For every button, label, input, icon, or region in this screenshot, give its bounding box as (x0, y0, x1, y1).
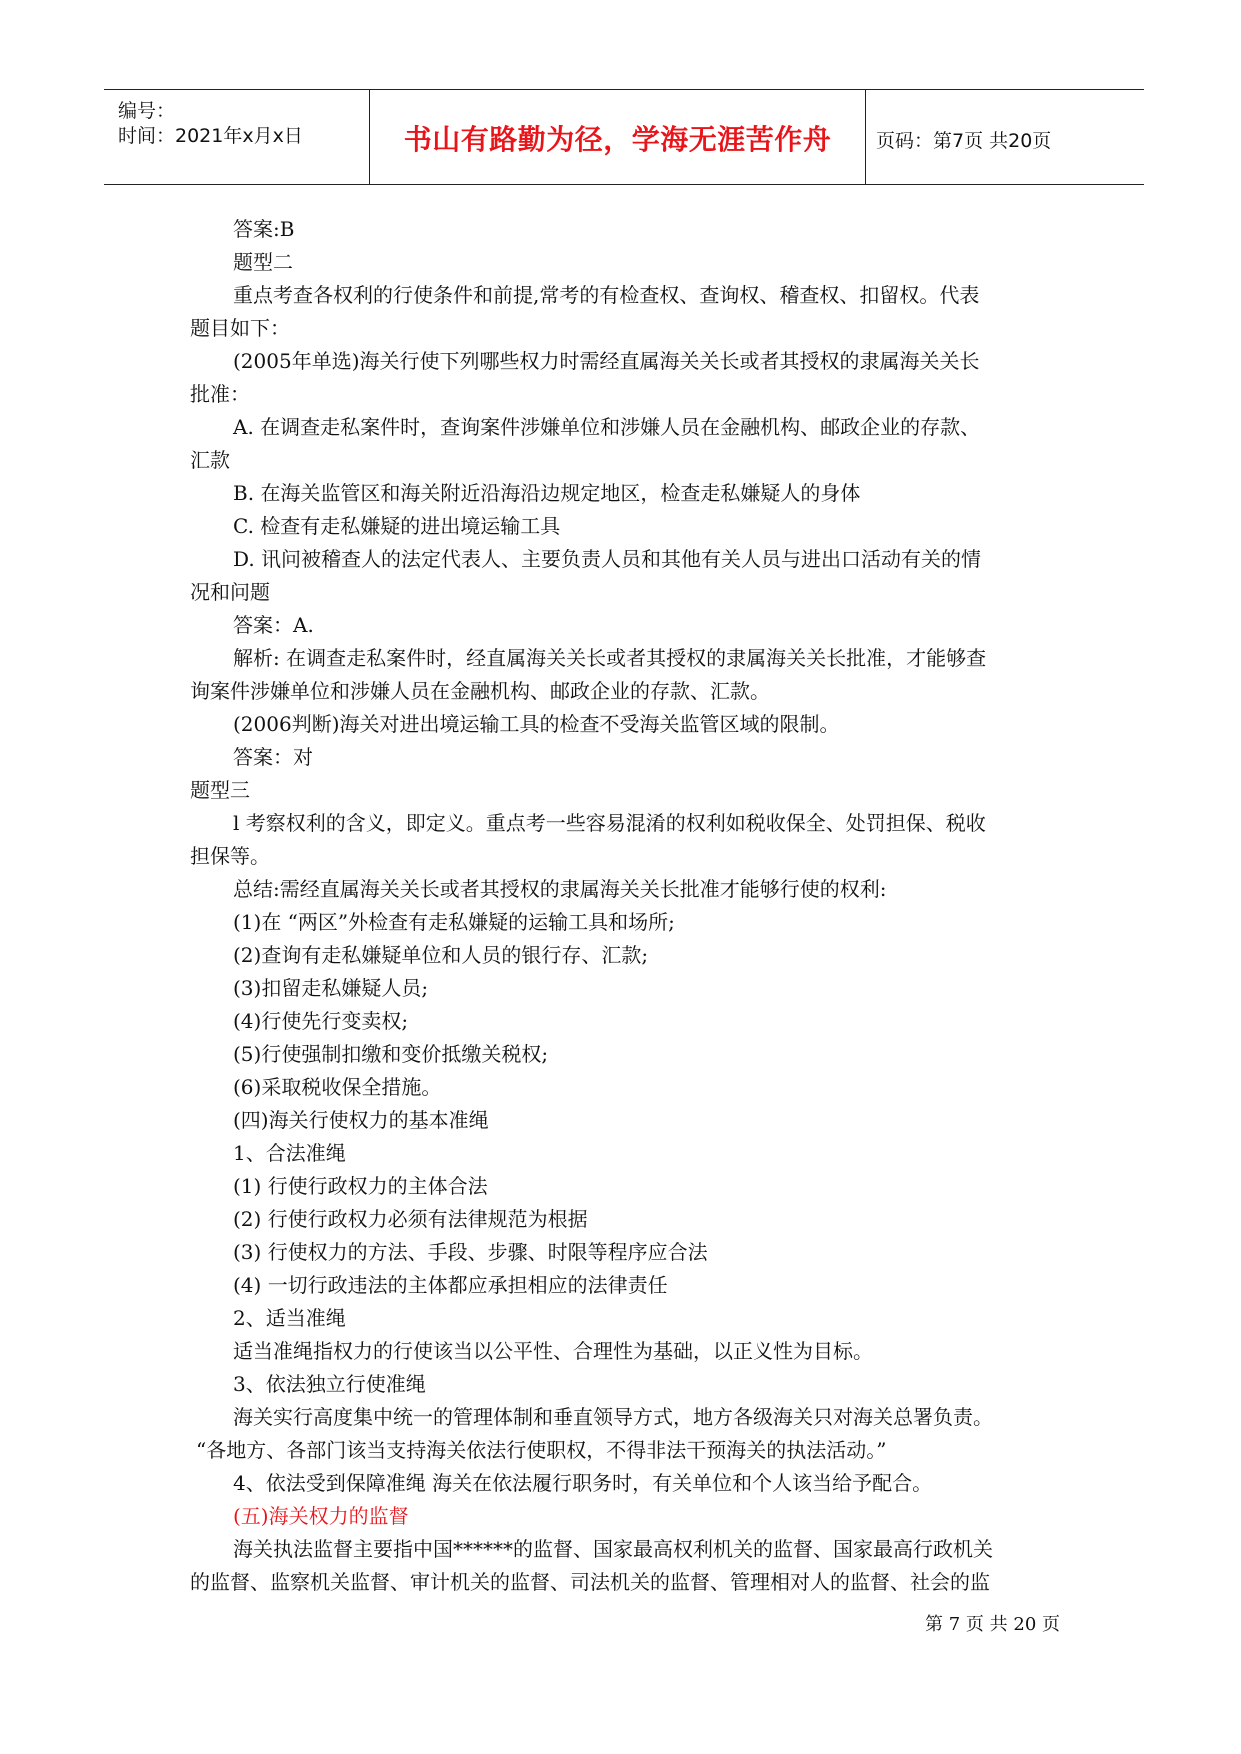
analysis-line: 解析: 在调查走私案件时，经直属海关关长或者其授权的隶属海关关长批准，才能够查 (233, 646, 987, 670)
paragraph-line: l 考察权利的含义，即定义。重点考一些容易混淆的权利如税收保全、处罚担保、税收 (233, 811, 986, 835)
subsection-heading: 2、适当准绳 (233, 1306, 346, 1330)
list-item: (3)扣留走私嫌疑人员; (233, 976, 429, 1000)
paragraph-line: “各地方、各部门该当支持海关依法行使职权，不得非法干预海关的执法活动。” (196, 1438, 887, 1462)
option-a-cont: 汇款 (190, 448, 230, 472)
header-motto: 书山有路勤为径，学海无涯苦作舟 (403, 123, 832, 156)
paragraph-line: 的监督、监察机关监督、审计机关的监督、司法机关的监督、管理相对人的监督、社会的监 (190, 1570, 990, 1594)
page-number-label: 页码：第7页 共20页 (876, 130, 1052, 152)
summary-line: 总结:需经直属海关关长或者其授权的隶属海关关长批准才能够行使的权利: (233, 877, 887, 901)
answer-line: 答案：A. (233, 613, 314, 637)
paragraph-line: 海关执法监督主要指中国******的监督、国家最高权利机关的监督、国家最高行政机关 (233, 1537, 993, 1561)
list-item: (2) 行使行政权力必须有法律规范为根据 (233, 1207, 588, 1231)
question-line: 批准： (190, 382, 250, 406)
question-line: (2006判断)海关对进出境运输工具的检查不受海关监管区域的限制。 (233, 712, 840, 736)
document-time-label: 时间：2021年x月x日 (118, 125, 303, 147)
paragraph-line: 重点考查各权利的行使条件和前提,常考的有检查权、查询权、稽查权、扣留权。代表 (233, 283, 980, 307)
question-line: (2005年单选)海关行使下列哪些权力时需经直属海关关长或者其授权的隶属海关关长 (233, 349, 980, 373)
section-heading-red: (五)海关权力的监督 (233, 1504, 409, 1528)
option-d: D. 讯问被稽查人的法定代表人、主要负责人员和其他有关人员与进出口活动有关的情 (233, 547, 982, 571)
list-item: (1)在 “两区”外检查有走私嫌疑的运输工具和场所; (233, 910, 675, 934)
option-a: A. 在调查走私案件时，查询案件涉嫌单位和涉嫌人员在金融机构、邮政企业的存款、 (233, 415, 981, 439)
page-footer: 第 7 页 共 20 页 (925, 1614, 1060, 1635)
subsection-heading: 1、合法准绳 (233, 1141, 346, 1165)
option-b: B. 在海关监管区和海关附近沿海沿边规定地区，检查走私嫌疑人的身体 (233, 481, 861, 505)
document-number-label: 编号： (118, 100, 176, 122)
page-header (104, 89, 1144, 185)
analysis-line: 询案件涉嫌单位和涉嫌人员在金融机构、邮政企业的存款、汇款。 (190, 679, 770, 703)
list-item: (6)采取税收保全措施。 (233, 1075, 442, 1099)
option-d-cont: 况和问题 (190, 580, 270, 604)
list-item: (4)行使先行变卖权; (233, 1009, 409, 1033)
list-item: (4) 一切行政违法的主体都应承担相应的法律责任 (233, 1273, 668, 1297)
section-heading: 题型三 (190, 778, 250, 802)
list-item: (2)查询有走私嫌疑单位和人员的银行存、汇款; (233, 943, 649, 967)
subsection-heading: 3、依法独立行使准绳 (233, 1372, 426, 1396)
option-c: C. 检查有走私嫌疑的进出境运输工具 (233, 514, 561, 538)
paragraph-line: 题目如下： (190, 316, 290, 340)
list-item: (3) 行使权力的方法、手段、步骤、时限等程序应合法 (233, 1240, 708, 1264)
section-heading: (四)海关行使权力的基本准绳 (233, 1108, 489, 1132)
paragraph-line: 海关实行高度集中统一的管理体制和垂直领导方式，地方各级海关只对海关总署负责。 (233, 1405, 993, 1429)
paragraph-line: 担保等。 (190, 844, 270, 868)
list-item: (5)行使强制扣缴和变价抵缴关税权; (233, 1042, 549, 1066)
header-right-cell (866, 90, 1144, 184)
subsection-heading: 4、依法受到保障准绳 海关在依法履行职务时，有关单位和个人该当给予配合。 (233, 1471, 933, 1495)
answer-line: 答案：对 (233, 745, 313, 769)
list-item: (1) 行使行政权力的主体合法 (233, 1174, 488, 1198)
answer-line: 答案:B (233, 217, 295, 241)
header-left-cell (104, 90, 369, 184)
header-motto-cell (369, 90, 866, 184)
paragraph-line: 适当准绳指权力的行使该当以公平性、合理性为基础，以正义性为目标。 (233, 1339, 873, 1363)
section-heading: 题型二 (233, 250, 293, 274)
